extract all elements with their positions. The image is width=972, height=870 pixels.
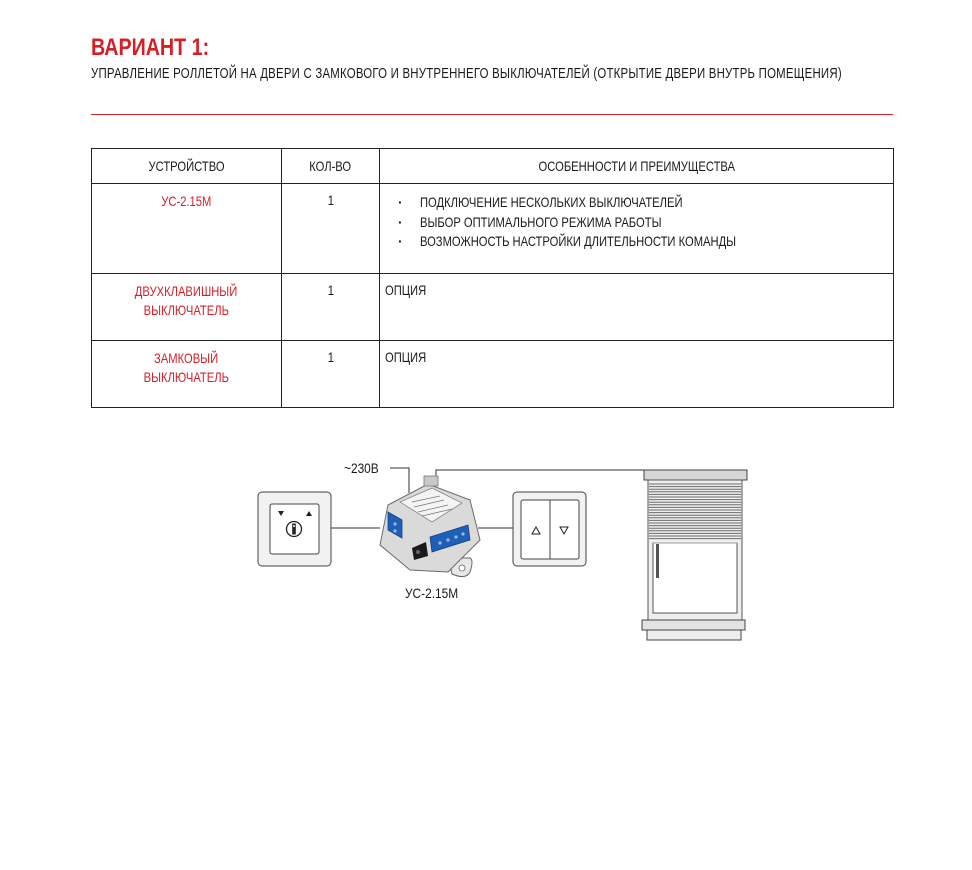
- device-note: ОПЦИЯ: [380, 274, 894, 341]
- feature-item: · ВОЗМОЖНОСТЬ НАСТРОЙКИ ДЛИТЕЛЬНОСТИ КОМАНДЫ: [398, 232, 893, 252]
- power-label: ~230В: [344, 460, 379, 476]
- column-header-device: УСТРОЙСТВО: [92, 149, 282, 184]
- table-row: [92, 274, 894, 341]
- title-divider: [91, 114, 893, 115]
- wires: [331, 468, 747, 528]
- device-note: ОПЦИЯ: [380, 341, 894, 408]
- feature-item: · ВЫБОР ОПТИМАЛЬНОГО РЕЖИМА РАБОТЫ: [398, 213, 893, 233]
- device-features: [380, 184, 894, 274]
- device-name: ЗАМКОВЫЙ ВЫКЛЮЧАТЕЛЬ: [92, 341, 282, 408]
- table-header-row: [92, 149, 894, 184]
- page-subtitle: УПРАВЛЕНИЕ РОЛЛЕТОЙ НА ДВЕРИ С ЗАМКОВОГО И ВНУТРЕННЕГО ВЫКЛЮЧАТЕЛЕЙ (ОТКРЫТИЕ ДВЕРИ ВНУТРЬ ПОМЕЩЕНИЯ): [91, 65, 842, 82]
- device-name: УС-2.15М: [92, 184, 282, 274]
- motor-wire: [436, 470, 747, 485]
- table-row: [92, 184, 894, 274]
- device-table: [91, 148, 894, 408]
- column-header-features: ОСОБЕННОСТИ И ПРЕИМУЩЕСТВА: [380, 149, 894, 184]
- controller-label: УС-2.15М: [405, 585, 459, 601]
- page-title: ВАРИАНТ 1:: [91, 34, 210, 61]
- device-qty: 1: [282, 341, 380, 408]
- column-header-qty: КОЛ-ВО: [282, 149, 380, 184]
- key-switch-icon: [258, 492, 331, 566]
- table-row: [92, 341, 894, 408]
- device-name: ДВУХКЛАВИШНЫЙ ВЫКЛЮЧАТЕЛЬ: [92, 274, 282, 341]
- device-qty: 1: [282, 184, 380, 274]
- roller-shutter-door-icon: [642, 470, 747, 640]
- controller-module-icon: [380, 476, 480, 577]
- power-wire: [390, 468, 409, 493]
- two-key-switch-icon: [513, 492, 586, 566]
- feature-item: · ПОДКЛЮЧЕНИЕ НЕСКОЛЬКИХ ВЫКЛЮЧАТЕЛЕЙ: [398, 193, 893, 213]
- device-qty: 1: [282, 274, 380, 341]
